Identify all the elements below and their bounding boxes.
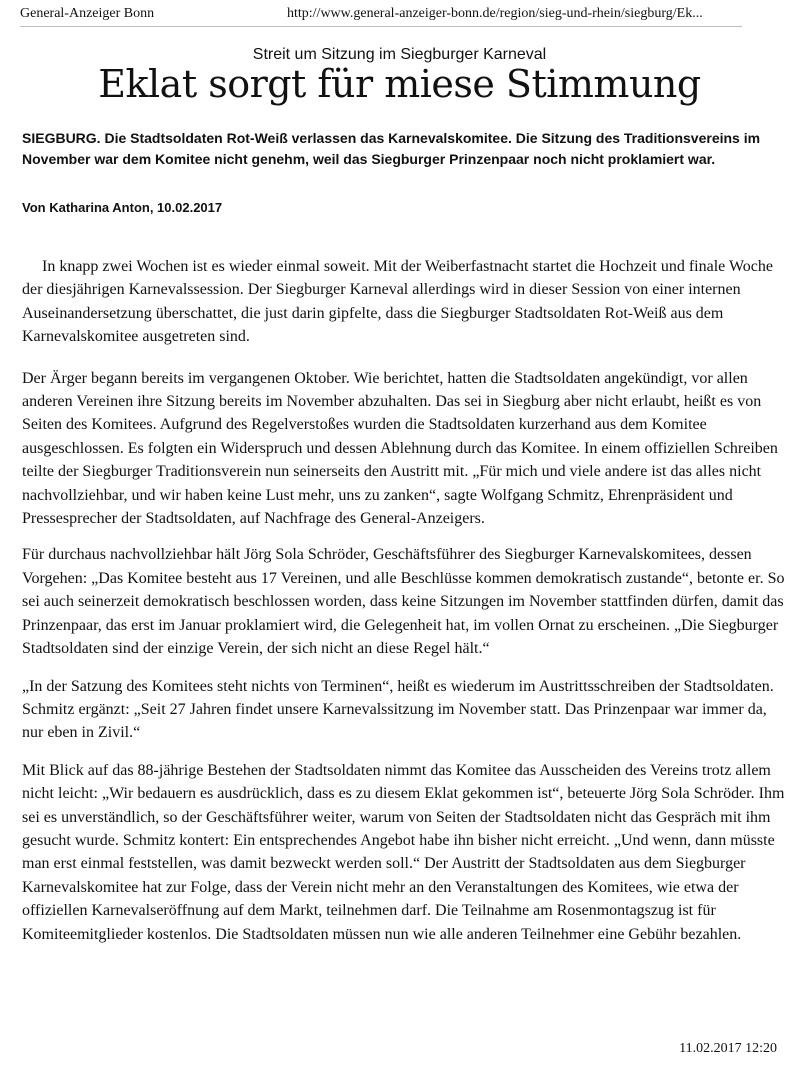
article-byline: Von Katharina Anton, 10.02.2017: [22, 200, 223, 215]
page-url: http://www.general-anzeiger-bonn.de/region/sieg-und-rhein/siegburg/Ek...: [287, 6, 703, 21]
print-timestamp: 11.02.2017 12:20: [679, 1041, 777, 1056]
article-body: [22, 255, 787, 960]
article-lead: SIEGBURG. Die Stadtsoldaten Rot-Weiß verlassen das Karnevalskomitee. Die Sitzung des Traditionsvereins im November war dem Komitee nicht genehm, weil das Siegburger Prinzenpaar noch nicht proklamiert war.: [22, 130, 761, 167]
body-paragraph: Für durchaus nachvollziehbar hält Jörg Sola Schröder, Geschäftsführer des Siegburger Karnevalskomitees, dessen Vorgehen: „Das Komitee besteht aus 17 Vereinen, und alle Beschlüsse kommen demokratisch zustande“, betonte er. So sei auch seinerzeit demokratisch beschlossen worden, dass keine Sitzungen im November stattfinden dürfen, damit das Prinzenpaar, das erst im Januar proklamiert wird, die Gelegenheit hat, im vollen Ornat zu erscheinen. „Die Siegburger Stadtsoldaten sind der einzige Verein, der sich nicht an diese Regel hält.“: [22, 546, 785, 658]
body-paragraph: „In der Satzung des Komitees steht nichts von Terminen“, heißt es wiederum im Austrittsschreiben der Stadtsoldaten. Schmitz ergänzt: „Seit 27 Jahren findet unsere Karnevalssitzung im November statt. Das Prinzenpaar war immer da, nur eben in Zivil.“: [22, 677, 774, 742]
body-paragraph: Mit Blick auf das 88-jährige Bestehen der Stadtsoldaten nimmt das Komitee das Ausscheiden des Vereins trotz allem nicht leicht: „Wir bedauern es ausdrücklich, dass es zu diesem Eklat gekommen ist“, beteuerte Jörg Sola Schröder. Ihm sei es unverständlich, so der Geschäftsführer weiter, warum von Seiten der Stadtsoldaten nicht das Gespräch mit ihm gesucht wurde. Schmitz kontert: Ein entsprechendes Angebot habe ihn bisher nicht erreicht. „Und wenn, dann müsste man erst einmal feststellen, was damit bezweckt werden soll.“ Der Austritt der Stadtsoldaten aus dem Siegburger Karnevalskomitee hat zur Folge, dass der Verein nicht mehr an den Veranstaltungen des Komitees, wie etwa der offiziellen Karnevalseröffnung auf dem Markt, teilnehmen darf. Die Teilnahme am Rosenmontagszug ist für Komiteemitglieder kostenlos. Die Stadtsoldaten müssen nun wie alle anderen Teilnehmer eine Gebühr bezahlen.: [22, 761, 785, 943]
site-name: General-Anzeiger Bonn: [20, 6, 155, 21]
header-divider: [20, 26, 742, 27]
body-paragraph: In knapp zwei Wochen ist es wieder einmal soweit. Mit der Weiberfastnacht startet die Hochzeit und finale Woche der diesjährigen Karnevalssession. Der Siegburger Karneval allerdings wird in dieser Session von einer internen Auseinandersetzung überschattet, die just darin gipfelte, dass die Siegburger Stadtsoldaten Rot-Weiß aus dem Karnevalskomitee ausgetreten sind.: [22, 258, 774, 346]
article-kicker: Streit um Sitzung im Siegburger Karneval: [252, 46, 547, 63]
article-headline: Eklat sorgt für miese Stimmung: [98, 62, 701, 106]
body-paragraph: Der Ärger begann bereits im vergangenen Oktober. Wie berichtet, hatten die Stadtsoldaten angekündigt, vor allen anderen Vereinen ihre Sitzung bereits im November abzuhalten. Das sei in Siegburg aber nicht erlaubt, heißt es von Seiten des Komitees. Aufgrund des Regelverstoßes wurden die Stadtsoldaten kurzerhand aus dem Komitee ausgeschlossen. Es folgten ein Widerspruch und dessen Ablehnung durch das Komitee. In einem offiziellen Schreiben teilte der Siegburger Traditionsverein nun seinerseits den Austritt mit. „Für mich und viele andere ist das alles nicht nachvollziehbar, und wir haben keine Lust mehr, uns zu zanken“, sagte Wolfgang Schmitz, Ehrenpräsident und Pressesprecher der Stadtsoldaten, auf Nachfrage des General-Anzeigers.: [22, 369, 778, 528]
